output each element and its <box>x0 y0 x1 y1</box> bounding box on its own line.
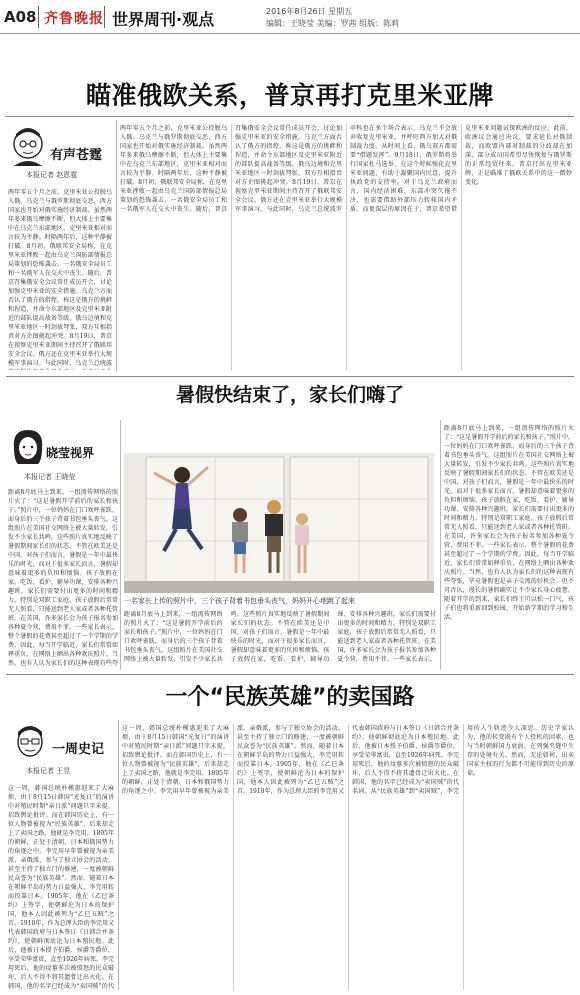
byline: 本报记者 王晓莹 <box>24 473 76 481</box>
photo-caption: 一名家长上传的照片中，三个孩子背着书包垂头丧气，妈妈开心地跳了起来 <box>124 597 355 605</box>
article-body-columns: 距离8月底马上到来，一组流传网络的照片火了：“这是暑假开学前后的家长和孩子。”照片中，一位妈妈在门口欢呼雀跃，而身后的三个孩子背着书包垂头丧气。这组照片在美国社交网络上被大量转发，引发不少家长共鸣。这些照片真实地反映了暑假期间家长们的状态。不管在欧美还是中国，对孩子们而言，暑假是一年中最快乐的时光，而对于很多家长而言，暑假却意味着更多的负担和烦恼。孩子放假在家，吃饭、看护、辅导功课、安排各种兴趣班，家长们需要付出更多的时间和精力。特别是双职工家庭，孩子放假后常常无人照看，只能送到老人家或者各种托管班。在美国，许多家长会为孩子报名参加各种夏令营，费用不菲。一些家长表示， <box>124 611 436 663</box>
article-body: 距离8月底马上到来，一组流传网络的照片火了：“这是暑假开学前后的家长和孩子。”照片中，一位妈妈在门口欢呼雀跃，而身后的三个孩子背着书包垂头丧气。这组照片在美国社交网络上被大量转发，引发不少家长共鸣。这些照片真实地反映了暑假期间家长们的状态。不管在欧美还是中国，对孩子们而言，暑假是一年中最快乐的时光，而对于很多家长而言，暑假却意味着更多的负担和烦恼。孩子放假在家，吃饭、看护、辅导功课、安排各种兴趣班，家长们需要付出更多的时间和精力。特别是双职工家庭，孩子放假后常常无人照看，只能送到老人家或者各种托管班。在美国，许多家长会为孩子报名参加各种夏令营，费用不菲。一些家长表示，整个暑假的花费甚至超过了一个学期的学费。因此，每当开学临近，家长们常常如释重负，在网络上晒出各种欢庆照片。当然，也有人认为家长们的这种表现有些夸张，毕竟暑假也是亲子交流的好机会。但不可否认，漫长的暑假确实让不少家长身心疲惫。随着开学的到来，家长们终于可以松一口气，孩子们也将重新回到校园，开始新学期的学习和生活。 <box>444 425 574 621</box>
article-photo <box>124 453 434 593</box>
editor-credits: 编辑：王晓莹 美编：罗茜 组版：陈莉 <box>266 19 400 28</box>
issue-date: 2016年8月26日 星期五 <box>266 7 353 16</box>
column-rule <box>440 420 441 670</box>
byline: 本报记者 王昱 <box>26 767 71 775</box>
masthead-divider <box>38 6 39 28</box>
column-rule <box>120 420 121 670</box>
columnist-caricature-icon <box>8 124 52 168</box>
masthead-divider <box>104 6 105 28</box>
column-rule <box>118 720 119 990</box>
article-body: 这一周，韩国总统朴槿惠迎来了大麻烦，由于8月15日韩国“光复日”的演讲中对殖民时期“亲日派”问题只字未提，招致舆论批评。而在韩国历史上，有一位人物曾被视为“民族英雄”，后来却走上了卖国之路，他就是李完用。1895年的朝鲜，正处于清朝、日本和俄国势力的角逐之中。李完用早年曾被视为亲美派、亲俄派，参与了独立协会的活动，甚至主持了独立门的修建，一度被朝鲜民众誉为“民族英雄”。然而，随着日本在朝鲜半岛的势力日益强大，李完用转而投靠日本。1905年，他在《乙巳条约》上签字，使朝鲜沦为日本的保护国，他本人因此被列为“乙巳五贼”之首。1910年，作为总理大臣的李完用又代表韩国政府与日本签订《日韩合并条约》，使朝鲜彻底沦为日本殖民地。此后，他被日本授予伯爵、侯爵等爵位，享受荣华富贵，直至1926年病死。李完用死后，他的坟墓多次被愤怒的民众破坏，后人不得不将其遗骨迁出火化。在韩国，他的名字已经成为“卖国贼”的代 <box>8 785 114 989</box>
article-body: 距离8月底马上到来，一组流传网络的照片火了：“这是暑假开学前后的家长和孩子。”照片中，一位妈妈在门口欢呼雀跃，而身后的三个孩子背着书包垂头丧气。这组照片在美国社交网络上被大量转发，引发不少家长共鸣。这些照片真实地反映了暑假期间家长们的状态。不管在欧美还是中国，对孩子们而言，暑假是一年中最快乐的时光，而对于很多家长而言，暑假却意味着更多的负担和烦恼。孩子放假在家，吃饭、看护、辅导功课、安排各种兴趣班，家长们需要付出更多的时间和精力。特别是双职工家庭，孩子放假后常常无人照看，只能送到老人家或者各种托管班。在美国，许多家长会为孩子报名参加各种夏令营，费用不菲。一些家长表示，整个暑假的花费甚至超过了一个学期的学费。因此，每当开学临近，家长们常常如释重负，在网络上晒出各种欢庆照片。当然，也有人认为家长们的这种表现有些夸 <box>8 489 118 667</box>
article-headline: 暑假快结束了，家长们嗨了 <box>175 384 404 406</box>
divider <box>6 116 574 117</box>
columnist-caricature-icon <box>8 426 48 468</box>
section-title: 世界周刊·观点 <box>112 10 215 29</box>
page-number: A08 <box>4 8 37 26</box>
column-name: 有声苍霆 <box>50 148 103 163</box>
columnist-caricature-icon <box>8 724 52 762</box>
article-headline: 一个“民族英雄”的卖国路 <box>165 685 415 710</box>
byline: 本报记者 赵恩霆 <box>26 171 78 179</box>
article-body: 两年零五个月之前，克里米亚公投脱乌入俄。乌克兰与俄罗斯彻底交恶，西方国家也开始对俄实施经济制裁。虽然两年多来俄乌摩擦不断，但大体上主要集中在乌克兰东部地区，克里米亚相对而言较为平静。时隔两年后，这种平静被打破。8月初，俄联邦安全局称，在克里米亚挫败一起由乌克兰国防部情报总局策划的恐怖袭击，一名俄安全局员工和一名俄军人在交火中丧生。随后，普京召集俄安全会议常任成员开会，讨论加强克里米亚的安全措施。乌克兰方面否认了俄方的指控，称这是俄方的挑衅和捏造，并命令东部地区及克里米亚附近的部队提高战备等级。俄乌边境和克里米亚地区一时剑拔弩张，双方互相指责对方企图挑起冲突。8月19日，普京在视察克里米亚期间主持召开了俄联邦安全会议。俄方还在克里米亚举行大规模军事演习。与此同时，乌克兰总统波 <box>8 189 112 367</box>
article-body-columns: 这一周，韩国总统朴槿惠迎来了大麻烦，由于8月15日韩国“光复日”的演讲中对殖民时期“亲日派”问题只字未提，招致舆论批评。而在韩国历史上，有一位人物曾被视为“民族英雄”，后来却走上了卖国之路，他就是李完用。1895年的朝鲜，正处于清朝、日本和俄国势力的角逐之中。李完用早年曾被视为亲美派、亲俄派，参与了独立协会的活动，甚至主持了独立门的修建，一度被朝鲜民众誉为“民族英雄”。然而，随着日本在朝鲜半岛的势力日益强大，李完用转而投靠日本。1905年，他在《乙巳条约》上签字，使朝鲜沦为日本的保护国，他本人因此被列为“乙巳五贼”之首。1910年，作为总理大臣的李完用又代表韩国政府与日本签订《日韩合并条约》，使朝鲜彻底沦为日本殖民地。此后，他被日本授予伯爵、侯爵等爵位，享受荣华富贵，直至1926年病死。李完用死后，他的坟墓多次被愤怒的民众破坏，后人不得不将其遗骨迁出火化。在韩国，他的名字已经成为“卖国贼”的代名词。从“民族英雄”到“卖国贼”，李完用的人生轨迹令人深思。历史学家认为，他的转变既有个人投机的因素，也与当时朝鲜国力衰弱、在列强夹缝中生存的处境有关。然而，无论如何，出卖国家主权的行为都不可能得到历史的原谅。 <box>122 725 574 795</box>
article-headline: 瞄准俄欧关系，普京再打克里米亚牌 <box>85 81 494 110</box>
article-body-columns: 两年零五个月之前，克里米亚公投脱乌入俄。乌克兰与俄罗斯彻底交恶，西方国家也开始对俄实施经济制裁。虽然两年多来俄乌摩擦不断，但大体上主要集中在乌克兰东部地区，克里米亚相对而言较为平静。时隔两年后，这种平静被打破。8月初，俄联邦安全局称，在克里米亚挫败一起由乌克兰国防部情报总局策划的恐怖袭击，一名俄安全局员工和一名俄军人在交火中丧生。随后，普京召集俄安全会议常任成员开会，讨论加强克里米亚的安全措施。乌克兰方面否认了俄方的指控，称这是俄方的挑衅和捏造，并命令东部地区及克里米亚附近的部队提高战备等级。俄乌边境和克里米亚地区一时剑拔弩张，双方互相指责对方企图挑起冲突。8月19日，普京在视察克里米亚期间主持召开了俄联邦安全会议。俄方还在克里米亚举行大规模军事演习。与此同时，乌克兰总统波罗申科也在多个场合表示，乌克兰不会放弃收复克里米亚，并呼吁西方加大对俄制裁力度。从时间上看，俄乌双方都需要“借题发挥”。9月18日，俄罗斯将举行国家杜马选举，在这个时候强化克里米亚问题，有助于凝聚国内民意，提升执政党的支持率。对于乌克兰政府而言，国内经济困难，东部冲突久拖不决，也需要借助外部压力转移国内矛盾。而更深层的原因在于，普京希望借克里米亚问题试探欧洲的反应。此前，欧洲议会通过决议，要求延长对俄制裁，而欧盟内部对制裁的分歧却在加深，部分成员国希望尽快恢复与俄罗斯的正常经贸往来。普京打出克里米亚牌，正是瞄准了俄欧关系中的这一微妙变化。 <box>120 125 572 213</box>
masthead <box>0 0 580 34</box>
paper-logo: 齐鲁晚报 <box>44 11 104 27</box>
divider <box>6 376 574 377</box>
column-rule <box>116 120 117 372</box>
divider <box>6 674 574 675</box>
column-name: 一周史记 <box>52 742 105 757</box>
column-name: 晓莹视界 <box>46 446 95 460</box>
